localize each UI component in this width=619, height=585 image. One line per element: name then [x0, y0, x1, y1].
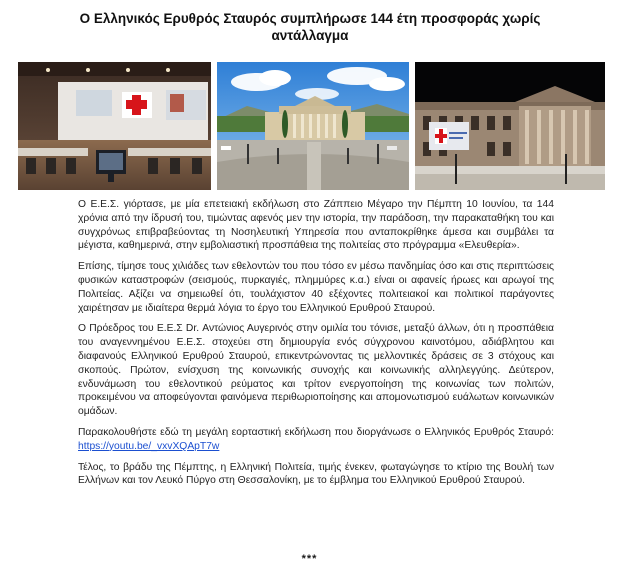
video-paragraph-text: Παρακολουθήστε εδώ τη μεγάλη εορταστική εκδήλωση που διοργάνωσε ο Ελληνικός Ερυθρός Σταυρό:	[78, 426, 554, 438]
paragraph-video	[78, 426, 554, 454]
paragraph-closing: Τέλος, το βράδυ της Πέμπτης, η Ελληνική Πολιτεία, τιμής ένεκεν, φωταγώγησε το κτίριο της Βουλή των Ελλήνων και τον Λευκό Πύργο στη Θεσσαλονίκη, με το έμβλημα του Ελληνικού Ερυθρού Σταυρού.	[78, 461, 554, 487]
section-separator: ***	[301, 553, 318, 565]
paragraph-anniversary: Ο Ε.Ε.Σ. γιόρτασε, με μία επετειακή εκδήλωση στο Ζάππειο Μέγαρο την Πέμπτη 10 Ιουνίου, τα 144 χρόνια από την ίδρυσή του, τιμώντας αφενός μεν την ιστορία, την παράδοση, την παρακαταθήκη του και συγχρόνως επιβραβεύοντας τη Νοσηλευτική Υπηρεσία που ανταποκρίθηκε άμεσα και συμβάλει τα μέγιστα, καθημερινά, στην εμβολιαστική προσπάθεια της πολιτείας στο πρόγραμμα «Ελευθερία».	[78, 199, 554, 252]
paragraph-president-speech: Ο Πρόεδρος του Ε.Ε.Σ Dr. Αντώνιος Αυγερινός στην ομιλία του τόνισε, μεταξύ άλλων, ότι η προσπάθεια του αναγεννημένου Ε.Ε.Σ. στοχεύει στη δημιουργία ενός σύγχρονου καινοτόμου, αδιάβλητου και διαφανούς Ελληνικού Ερυθρού Σταυρού, επικεντρώνοντας τις μελλοντικές δράσεις σε 3 στόχους και σκοπούς. Πρώτον, ενίσχυση της κοινωνικής συνοχής και κοινωνικής αλληλεγγύης. Δεύτερον, ενδυνάμωση του εθελοντικού ρεύματος και τρίτον ενεργοποίηση της κοινωνίας των πολιτών, προκειμένου να αποφεύγονται φαινόμενα περιθωριοποίησης και απομονωτισμού ευάλωτων κοινωνικών ομάδων.	[78, 323, 554, 418]
parliament-illuminated-photo	[415, 62, 605, 190]
paragraph-volunteers: Επίσης, τίμησε τους χιλιάδες των εθελοντών του που τόσο εν μέσω πανδημίας όσο και στις περιπτώσεις φυσικών καταστροφών (σεισμούς, πυρκαγιές, πλημμύρες κ.α.) είναι οι αφανείς ήρωες και αρωγοί της Πολιτείας. Αξίζει να σημειωθεί ότι, τουλάχιστον 40 εξέχοντες πολιτειακοί και πολιτικοί παράγοντες χαιρέτησαν με ιδιαίτερα θερμά λόγια το έργο του Ελληνικού Ερυθρού Σταυρού.	[78, 261, 554, 314]
zappeion-megaro-photo	[217, 62, 409, 190]
conference-room-photo	[18, 62, 211, 190]
youtube-link[interactable]: https://youtu.be/_vxvXQApT7w	[78, 440, 220, 452]
article-title: Ο Ελληνικός Ερυθρός Σταυρός συμπλήρωσε 144 έτη προσφοράς χωρίς αντάλλαγμα	[79, 11, 541, 43]
article-body	[78, 198, 554, 495]
